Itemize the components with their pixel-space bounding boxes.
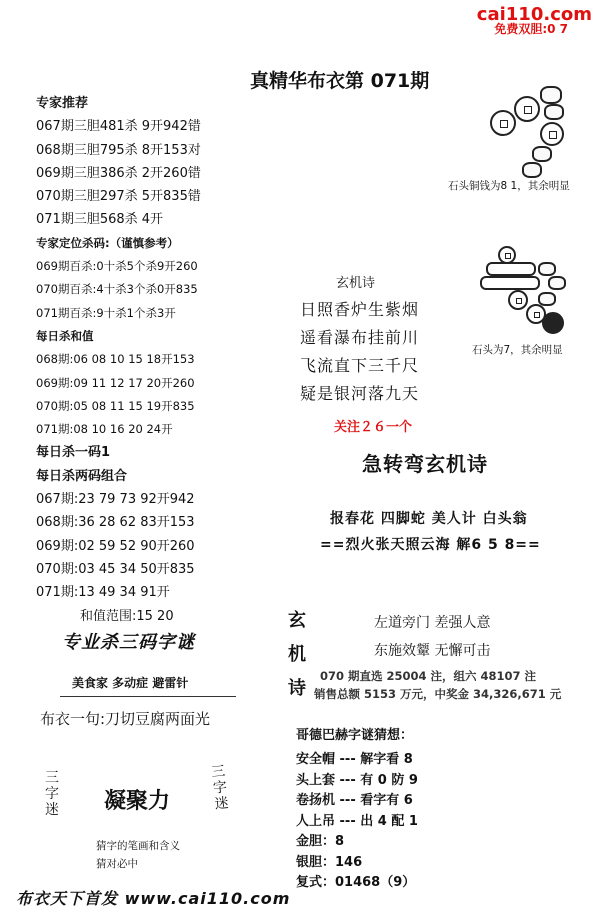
list-item: 070期三胆297杀 5开835错 bbox=[36, 189, 201, 205]
buyi-sentence: 布衣一句:刀切豆腐两面光 bbox=[40, 710, 211, 728]
list-item: 070期:03 45 34 50开835 bbox=[36, 561, 195, 577]
list-item: 071期三胆568杀 4开 bbox=[36, 212, 164, 228]
riddle-hint: 猜字的笔画和含义 bbox=[96, 840, 180, 852]
list-item: 070期:05 08 11 15 19开835 bbox=[36, 398, 195, 413]
stone-icon bbox=[532, 146, 552, 162]
list-item: 068期:06 08 10 15 18开153 bbox=[36, 352, 195, 367]
list-item: 银胆：146 bbox=[296, 854, 363, 870]
poem-line: 遥看瀑布挂前川 bbox=[300, 328, 420, 347]
riddle-tags: 美食家 多动症 避雷针 bbox=[72, 676, 189, 690]
right-vertical-label: 三字迷 bbox=[210, 763, 230, 813]
kill-one-code: 每日杀一码1 bbox=[36, 445, 111, 461]
position-heading: 专家定位杀码:（谨慎参考） bbox=[36, 235, 179, 250]
stone-icon bbox=[480, 276, 540, 290]
poem-line: 疑是银河落九天 bbox=[300, 384, 420, 403]
big-title: 急转弯玄机诗 bbox=[362, 452, 488, 476]
list-item: 069期百杀:0十杀5个杀9开260 bbox=[36, 259, 198, 274]
stone-icon bbox=[538, 292, 556, 306]
xjs-line-1: 左道旁门 差强人意 bbox=[374, 615, 491, 631]
xjs-char-2: 机 bbox=[288, 644, 306, 665]
list-item: 067期:23 79 73 92开942 bbox=[36, 492, 195, 508]
stone-icon bbox=[540, 86, 562, 104]
list-item: 071期:13 49 34 91开 bbox=[36, 585, 170, 601]
xjs-line-2: 东施效颦 无懈可击 bbox=[374, 643, 491, 659]
stone-icon bbox=[538, 262, 556, 276]
list-item: 金胆：8 bbox=[296, 834, 345, 849]
goldbach-heading: 哥德巴赫字谜猜想： bbox=[296, 728, 414, 743]
riddle-equation: ==烈火张天照云海 解6 5 8== bbox=[320, 537, 541, 553]
stone-icon bbox=[544, 104, 564, 120]
poem bbox=[300, 296, 419, 408]
list-item: 071期:08 10 16 20 24开 bbox=[36, 422, 173, 437]
sum-heading: 每日杀和值 bbox=[36, 328, 94, 343]
coin-icon bbox=[514, 96, 540, 122]
picture-caption-2: 石头为7，其余明显 bbox=[472, 344, 563, 356]
sum-range: 和值范围:15 20 bbox=[80, 608, 174, 624]
list-item: 071期百杀:9十杀1个杀3开 bbox=[36, 305, 176, 320]
page-title: 真精华布衣第 071期 bbox=[250, 70, 430, 92]
poem-heading: 玄机诗 bbox=[336, 276, 376, 291]
riddle-title: 专业杀三码字谜 bbox=[62, 632, 195, 653]
list-item: 安全帽 --- 解字看 8 bbox=[296, 752, 413, 767]
poem-line: 日照香炉生紫烟 bbox=[300, 300, 420, 319]
riddle-hint-2: 猜对必中 bbox=[96, 858, 138, 870]
riddle-center-word: 凝聚力 bbox=[104, 789, 171, 814]
list-item: 头上套 --- 有 0 防 9 bbox=[296, 772, 418, 788]
picture-caption-1: 石头铜钱为8 1，其余明显 bbox=[448, 180, 570, 192]
pair-heading: 每日杀两码组合 bbox=[36, 468, 128, 484]
coin-icon bbox=[542, 312, 564, 334]
riddle-hints: 报春花 四脚蛇 美人计 白头翁 bbox=[330, 511, 528, 527]
focus-note: 关注２６一个 bbox=[334, 420, 413, 435]
list-item: 070期百杀:4十杀3个杀0开835 bbox=[36, 282, 198, 297]
sales-stat-2: 销售总额 5153 万元，中奖金 34,326,671 元 bbox=[314, 687, 562, 701]
goldbach-list bbox=[296, 750, 418, 894]
footer-banner: 布衣天下首发 www.cai110.com bbox=[16, 889, 291, 908]
poem-line: 飞流直下三千尺 bbox=[300, 356, 420, 375]
coin-icon bbox=[540, 122, 564, 146]
stone-icon bbox=[486, 262, 536, 276]
divider bbox=[60, 696, 236, 697]
experts-block bbox=[36, 92, 201, 628]
list-item: 人上吊 --- 出 4 配 1 bbox=[296, 813, 418, 829]
free-pair-tag: 免费双胆:0 7 bbox=[494, 22, 568, 36]
list-item: 复式：01468（9） bbox=[296, 875, 416, 890]
sales-stat-1: 070 期直选 25004 注，组六 48107 注 bbox=[320, 669, 537, 683]
coin-icon bbox=[490, 110, 516, 136]
list-item: 067期三胆481杀 9开942错 bbox=[36, 119, 201, 135]
experts-heading: 专家推荐 bbox=[36, 96, 89, 111]
xjs-char-3: 诗 bbox=[288, 678, 306, 699]
site-logo: cai110.com bbox=[476, 4, 592, 25]
left-vertical-label: 三字迷 bbox=[45, 770, 59, 818]
list-item: 069期三胆386杀 2开260错 bbox=[36, 165, 201, 181]
list-item: 069期:02 59 52 90开260 bbox=[36, 538, 195, 554]
xjs-char-1: 玄 bbox=[288, 610, 306, 631]
stone-icon bbox=[548, 276, 566, 290]
list-item: 069期:09 11 12 17 20开260 bbox=[36, 375, 195, 390]
stone-icon bbox=[522, 162, 542, 178]
list-item: 068期:36 28 62 83开153 bbox=[36, 515, 195, 531]
list-item: 卷扬机 --- 看字有 6 bbox=[296, 793, 413, 808]
list-item: 068期三胆795杀 8开153对 bbox=[36, 142, 201, 158]
coin-icon bbox=[508, 290, 528, 310]
